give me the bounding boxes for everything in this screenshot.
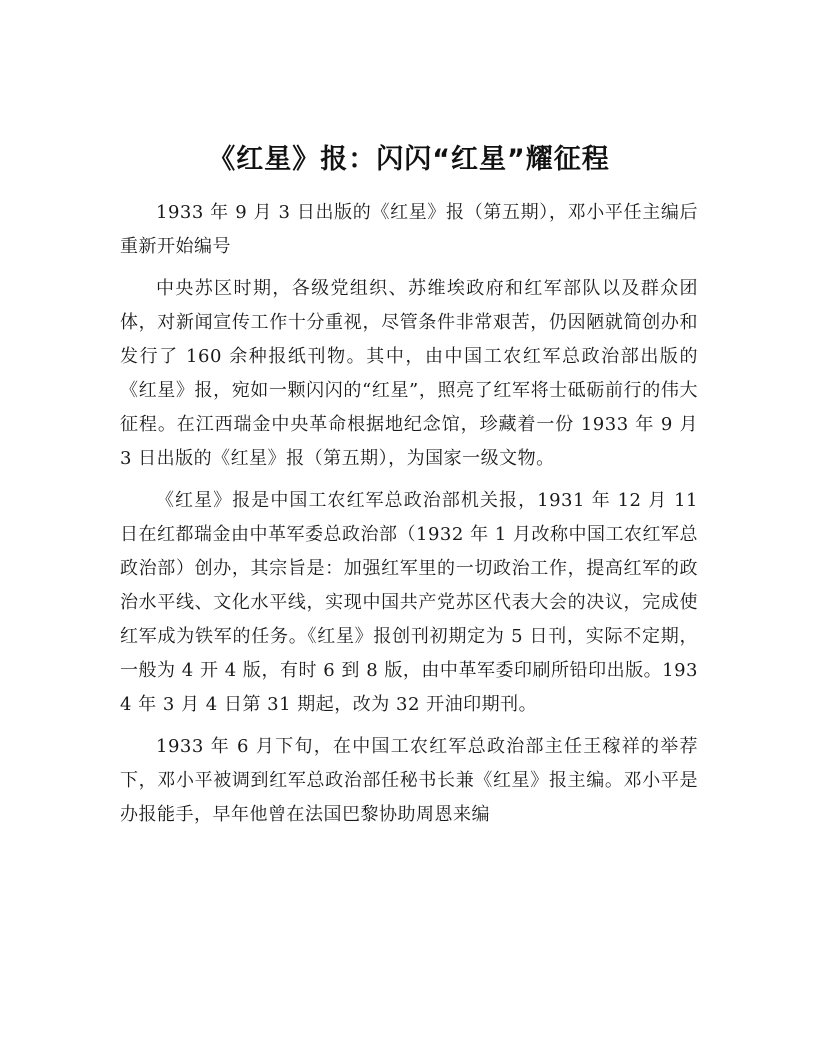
body-paragraph-3: 1933 年 6 月下旬，在中国工农红军总政治部主任王稼祥的举荐下，邓小平被调到红军总政治部任秘书长兼《红星》报主编。邓小平是办报能手，早年他曾在法国巴黎协助周恩来编	[120, 736, 698, 825]
body-paragraph-1: 中央苏区时期，各级党组织、苏维埃政府和红军部队以及群众团体，对新闻宣传工作十分重视，尽管条件非常艰苦，仍因陋就简创办和发行了 160 余种报纸刊物。其中，由中国工农红军总政治部出版的《红星》报，宛如一颗闪闪的“红星”，照亮了红军将士砥砺前行的伟大征程。在江西瑞金中央革命根据地纪念馆，珍藏着一份 1933 年 9 月 3 日出版的《红星》报（第五期），为国家一级文物。	[120, 278, 698, 469]
document-title: 《红星》报：闪闪“红星”耀征程	[208, 144, 610, 175]
document-page	[120, 138, 698, 840]
body-paragraph-2: 《红星》报是中国工农红军总政治部机关报，1931 年 12 月 11 日在红都瑞金由中革军委总政治部（1932 年 1 月改称中国工农红军总政治部）创办，其宗旨是：加强红军里的一切政治工作，提高红军的政治水平线、文化水平线，实现中国共产党苏区代表大会的决议，完成使红军成为铁军的任务。《红星》报创刊初期定为 5 日刊，实际不定期，一般为 4 开 4 版，有时 6 到 8 版，由中革军委印刷所铅印出版。1934 年 3 月 4 日第 31 期起，改为 32 开油印期刊。	[120, 490, 698, 715]
photo-caption: 1933 年 9 月 3 日出版的《红星》报（第五期），邓小平任主编后重新开始编号	[120, 202, 698, 257]
